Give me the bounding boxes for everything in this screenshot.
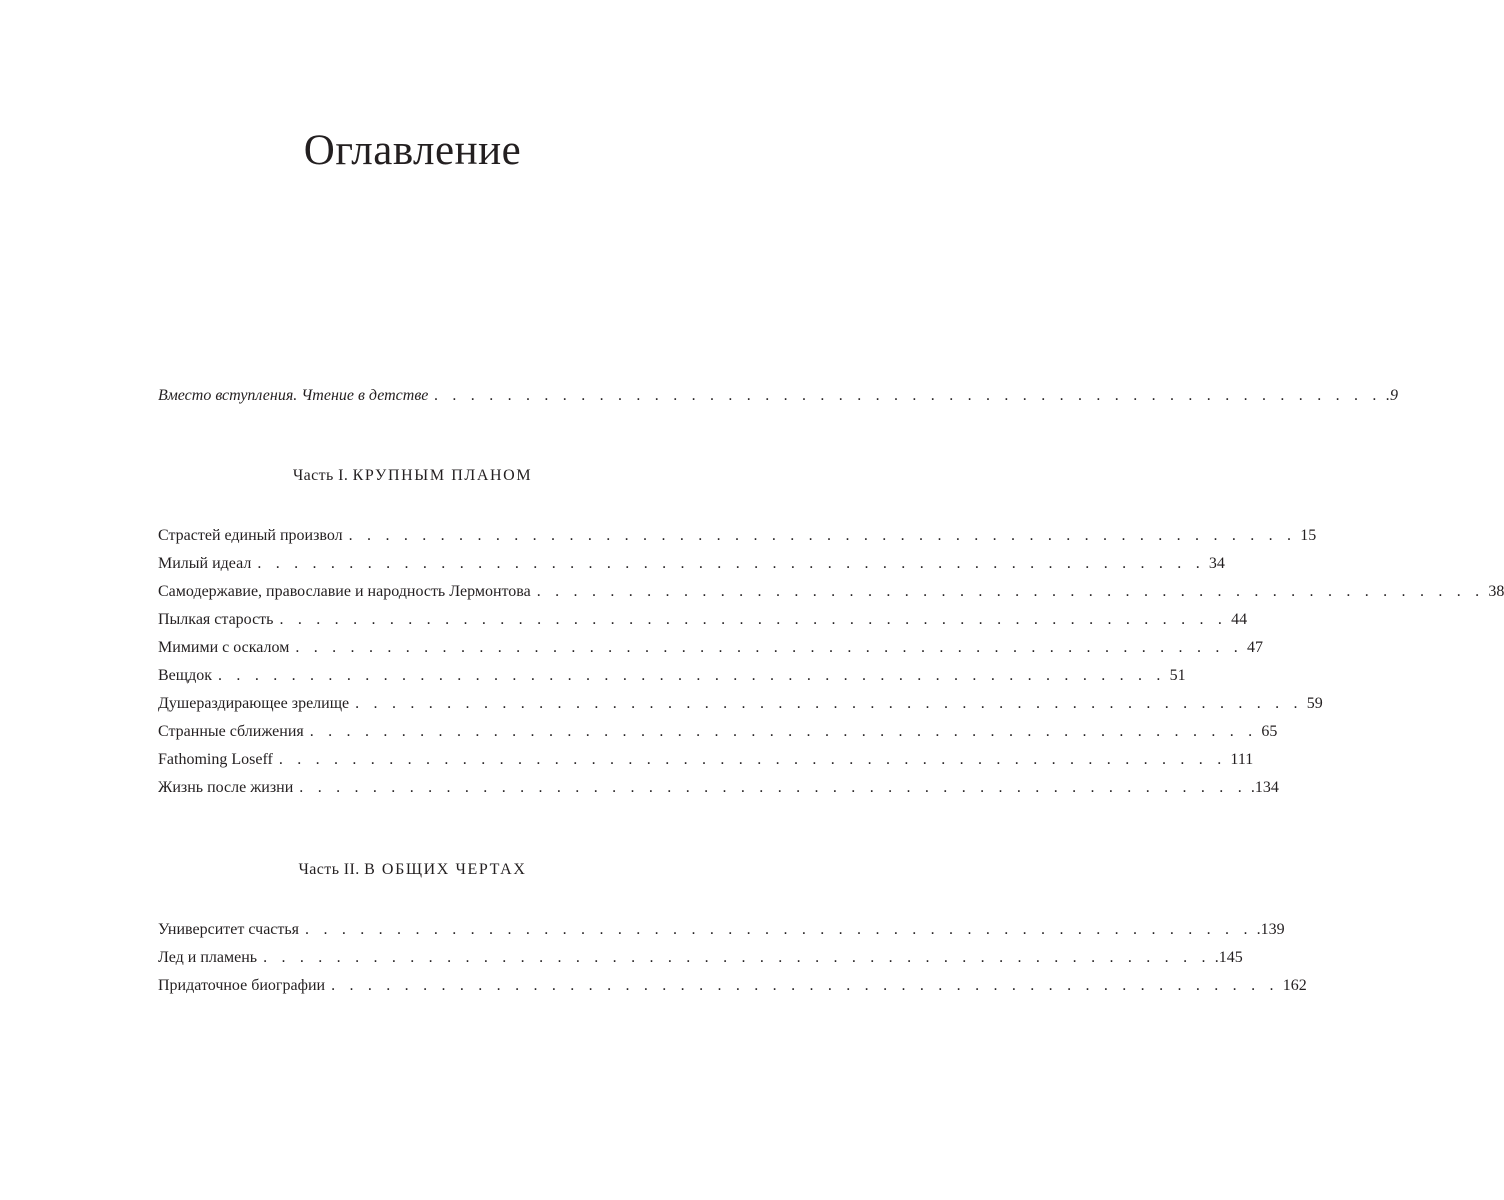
dot-leader: . . . . . . . . . . . . . . . . . . . . . . . . . . . . . . . . . . . . . . . . . . . . . . . . . . . .: [299, 779, 1247, 796]
toc-entry-title: Мимими с оскалом: [158, 639, 290, 656]
toc-entry[interactable]: [158, 664, 1186, 688]
part-heading-2: [0, 861, 825, 879]
dot-leader: . . . . . . . . . . . . . . . . . . . . . . . . . . . . . . . . . . . . . . . . . . . . . . . . . . . .: [278, 751, 1227, 768]
dot-leader: . . . . . . . . . . . . . . . . . . . . . . . . . . . . . . . . . . . . . . . . . . . . . . . . . . . .: [355, 695, 1303, 712]
toc-entry-title: Душераздирающее зрелище: [158, 695, 350, 712]
dot-leader: . . . . . . . . . . . . . . . . . . . . . . . . . . . . . . . . . . . . . . . . . . . . . . . . . . . .: [295, 639, 1243, 656]
toc-entry-intro[interactable]: [158, 384, 1398, 408]
toc-entry[interactable]: [158, 580, 1504, 604]
toc-entry-page: .9: [1385, 387, 1398, 404]
dot-leader: . . . . . . . . . . . . . . . . . . . . . . . . . . . . . . . . . . . . . . . . . . . . . . . . . . . .: [331, 977, 1279, 994]
toc-entry[interactable]: [158, 608, 1248, 632]
toc-entry-page: .139: [1256, 921, 1285, 938]
dot-leader: . . . . . . . . . . . . . . . . . . . . . . . . . . . . . . . . . . . . . . . . . . . . . . . . . . . .: [309, 723, 1258, 740]
toc-entry[interactable]: [158, 974, 1307, 998]
toc-entry-title: Самодержавие, православие и народность Лермонтова: [158, 583, 531, 600]
dot-leader: . . . . . . . . . . . . . . . . . . . . . . . . . . . . . . . . . . . . . . . . . . . . . . . . . . . .: [536, 583, 1485, 600]
dot-leader: . . . . . . . . . . . . . . . . . . . . . . . . . . . . . . . . . . . . . . . . . . . . . . . . . . . .: [348, 527, 1297, 544]
toc-entry-title: Жизнь после жизни: [158, 779, 294, 796]
toc-entry-page: .134: [1250, 779, 1279, 796]
toc-entry[interactable]: [158, 552, 1225, 576]
toc-entry-title: Вещдок: [158, 667, 213, 684]
toc-entry-title: Страстей единый произвол: [158, 527, 343, 544]
toc-entry-page: 44: [1231, 611, 1248, 628]
toc-entry[interactable]: [158, 636, 1263, 660]
toc-entry[interactable]: [158, 776, 1279, 800]
part-name: В ОБЩИХ ЧЕРТАХ: [364, 861, 527, 878]
toc-entry[interactable]: [158, 748, 1254, 772]
page-title: Оглавление: [303, 127, 522, 174]
dot-leader: . . . . . . . . . . . . . . . . . . . . . . . . . . . . . . . . . . . . . . . . . . . . . . . . . . . .: [263, 949, 1211, 966]
dot-leader: . . . . . . . . . . . . . . . . . . . . . . . . . . . . . . . . . . . . . . . . . . . . . . . . . . . .: [434, 387, 1382, 404]
toc-entry-page: 38: [1488, 583, 1504, 600]
toc-entry-page: 162: [1282, 977, 1307, 994]
dot-leader: . . . . . . . . . . . . . . . . . . . . . . . . . . . . . . . . . . . . . . . . . . . . . . . . . . . .: [257, 555, 1205, 572]
toc-entry-title: Пылкая старость: [158, 611, 274, 628]
toc-entry-page: 47: [1246, 639, 1263, 656]
toc-entry-page: .145: [1214, 949, 1243, 966]
toc-entry[interactable]: [158, 720, 1278, 744]
toc-entry-title: Придаточное биографии: [158, 977, 326, 994]
toc-entry-page: 51: [1169, 667, 1186, 684]
toc-entry-page: 65: [1261, 723, 1278, 740]
part-label: Часть I.: [292, 467, 349, 484]
toc-entry-title: Вместо вступления. Чтение в детстве: [158, 387, 429, 404]
dot-leader: . . . . . . . . . . . . . . . . . . . . . . . . . . . . . . . . . . . . . . . . . . . . . . . . . . . .: [279, 611, 1228, 628]
toc-entry-title: Лед и пламень: [158, 949, 258, 966]
part-label: Часть II.: [298, 861, 360, 878]
toc-entry-page: 15: [1300, 527, 1317, 544]
part-heading-1: [0, 467, 825, 485]
toc-entry-page: 111: [1230, 751, 1254, 768]
toc-entry-page: 59: [1306, 695, 1323, 712]
toc-entry[interactable]: [158, 946, 1243, 970]
toc-entry[interactable]: [158, 692, 1323, 716]
toc-entry-title: Fathoming Loseff: [158, 751, 273, 768]
toc-entry[interactable]: [158, 524, 1317, 548]
dot-leader: . . . . . . . . . . . . . . . . . . . . . . . . . . . . . . . . . . . . . . . . . . . . . . . . . . . .: [305, 921, 1253, 938]
toc-entry-title: Странные сближения: [158, 723, 304, 740]
toc-entry-title: Университет счастья: [158, 921, 300, 938]
part-name: КРУПНЫМ ПЛАНОМ: [352, 467, 533, 484]
dot-leader: . . . . . . . . . . . . . . . . . . . . . . . . . . . . . . . . . . . . . . . . . . . . . . . . . . . .: [218, 667, 1166, 684]
toc-entry[interactable]: [158, 918, 1285, 942]
toc-entry-title: Милый идеал: [158, 555, 252, 572]
toc-entry-page: 34: [1208, 555, 1225, 572]
